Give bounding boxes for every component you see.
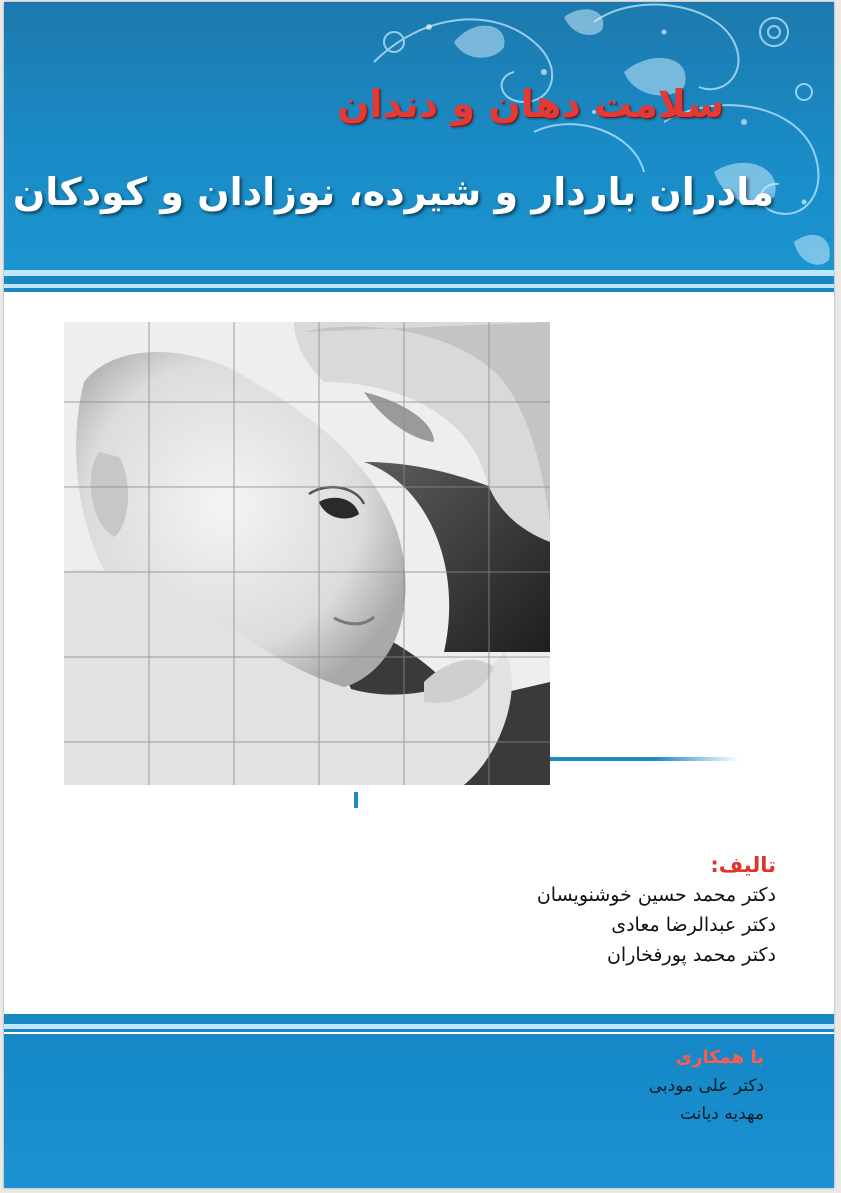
book-title: مادران باردار و شیرده، نوزادان و کودکان [12,170,774,214]
book-cover [4,2,834,1188]
collaborators-block [364,1044,764,1128]
author-name: دکتر محمد پورفخاران [606,944,776,966]
author-name: دکتر عبدالرضا معادی [611,914,776,936]
collaborators-heading: با همکاری [675,1047,764,1068]
author-name: دکتر محمد حسین خوشنویسان [536,884,776,906]
floral-ornament [334,2,834,270]
divider-stripe [4,1029,834,1032]
accent-tick [354,792,358,808]
authors-heading: تالیف: [710,853,776,877]
collaborator-name: مهدیه دیانت [679,1104,764,1124]
mother-baby-photo [64,322,550,785]
divider-stripe [4,288,834,292]
header-band [4,2,834,270]
collaborator-name: دکتر علی مودبی [648,1076,764,1096]
authors-block [356,850,776,970]
accent-line [550,757,740,761]
photo-illustration [64,322,550,785]
series-title: سلامت دهان و دندان [336,82,724,126]
divider-stripe [4,276,834,284]
divider-stripe [4,1014,834,1024]
